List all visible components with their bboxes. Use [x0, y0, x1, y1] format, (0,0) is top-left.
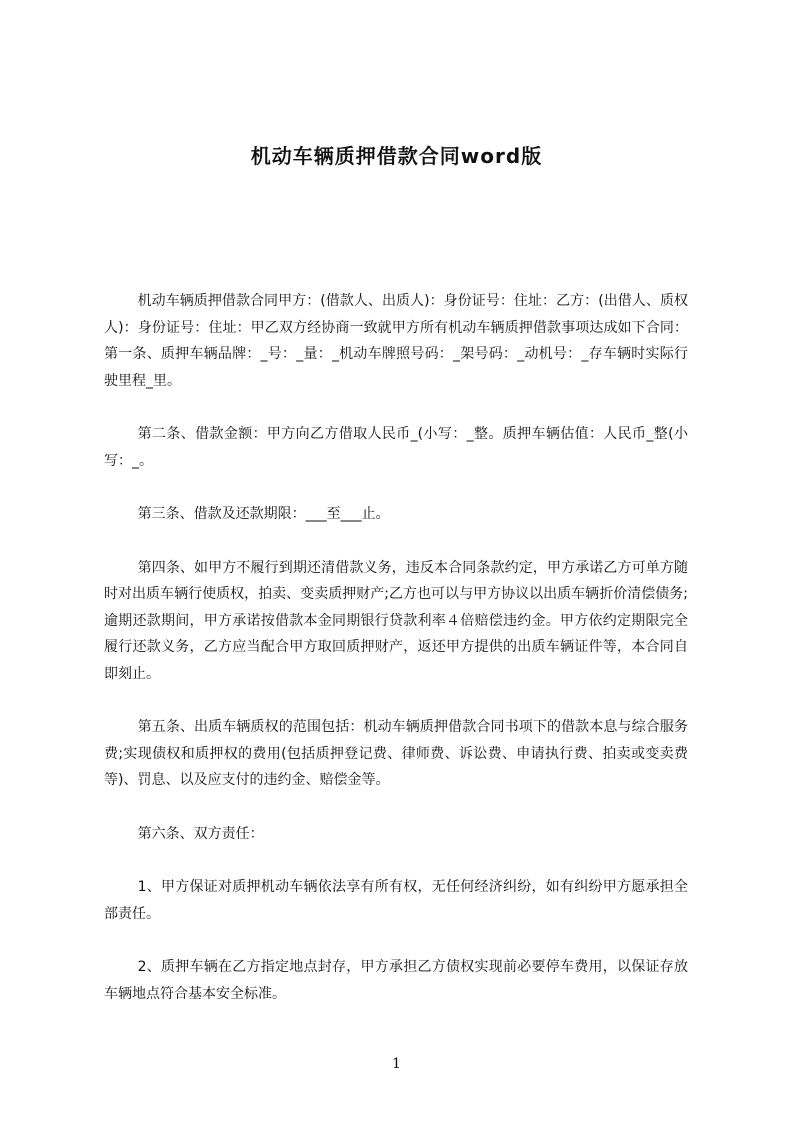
paragraph-clause-2: 2、质押车辆在乙方指定地点封存，甲方承担乙方债权实现前必要停车费用，以保证存放车辆地点符合基本安全标准。 [104, 959, 688, 1002]
paragraph-article-6: 第六条、双方责任： [137, 825, 264, 842]
document-body [104, 288, 688, 1034]
paragraph-clause-1: 1、甲方保证对质押机动车辆依法享有所有权，无任何经济纠纷，如有纠纷甲方愿承担全部责任。 [104, 879, 688, 922]
paragraph-article-3: 第三条、借款及还款期限：___至___止。 [137, 506, 390, 522]
document-title: 机动车辆质押借款合同word版 [250, 144, 543, 168]
paragraph-article-2: 第二条、借款金额：甲方向乙方借取人民币_(小写：_整。质押车辆估值：人民币_整(小写：_。 [104, 426, 688, 469]
page-number: 1 [392, 1056, 401, 1072]
paragraph-preamble: 机动车辆质押借款合同甲方：(借款人、出质人)：身份证号：住址：乙方：(出借人、质权人)：身份证号：住址：甲乙双方经协商一致就甲方所有机动车辆质押借款事项达成如下合同：第一条、质押车辆品牌：_号：_量：_机动车牌照号码：_架号码：_动机号：_存车辆时实际行驶里程_里。 [104, 293, 688, 389]
paragraph-article-5: 第五条、出质车辆质权的范围包括：机动车辆质押借款合同书项下的借款本息与综合服务费;实现债权和质押权的费用(包括质押登记费、律师费、诉讼费、申请执行费、拍卖或变卖费等)、罚息、以及应支付的违约金、赔偿金等。 [104, 719, 688, 788]
paragraph-article-4: 第四条、如甲方不履行到期还清借款义务，违反本合同条款约定，甲方承诺乙方可单方随时对出质车辆行使质权，拍卖、变卖质押财产;乙方也可以与甲方协议以出质车辆折价清偿债务;逾期还款期间，甲方承诺按借款本金同期银行贷款利率４倍赔偿违约金。甲方依约定期限完全履行还款义务，乙方应当配合甲方取回质押财产，返还甲方提供的出质车辆证件等，本合同自即刻止。 [104, 559, 688, 682]
